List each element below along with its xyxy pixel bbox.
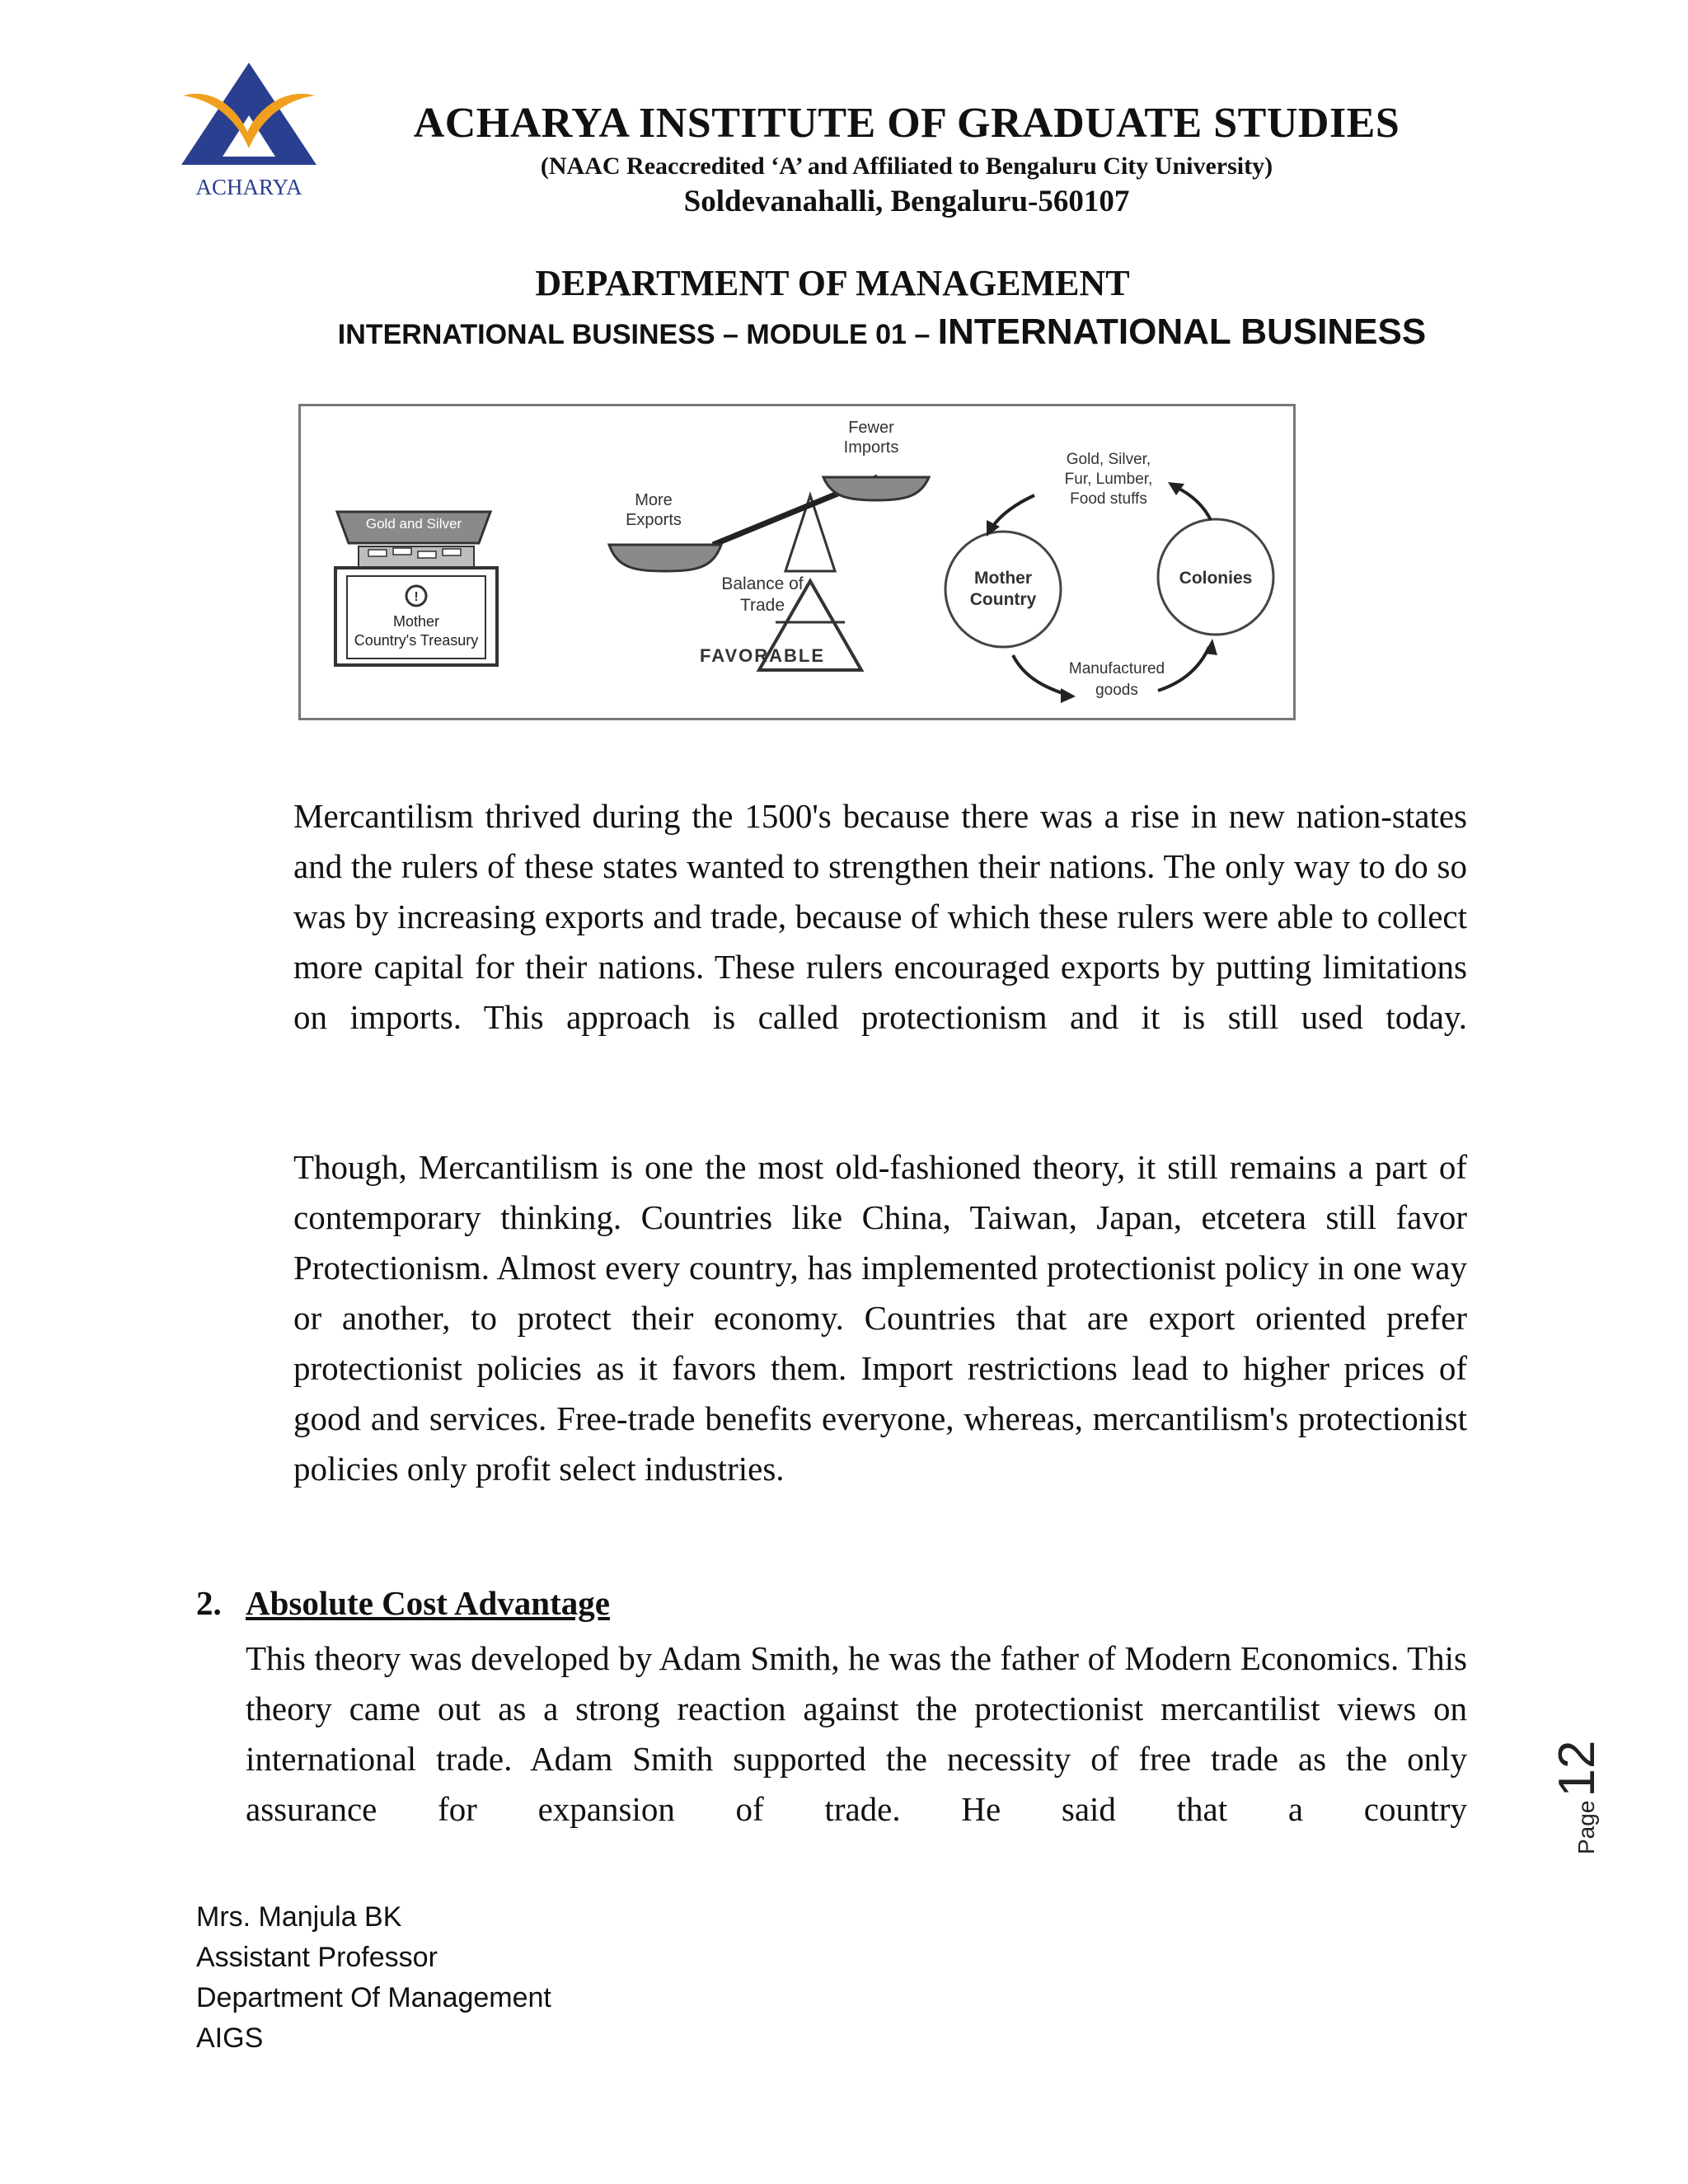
logo-icon	[175, 56, 323, 204]
cycle-top-line2: Fur, Lumber,	[1064, 471, 1153, 488]
paragraph-absolute-cost: This theory was developed by Adam Smith, he was the father of Modern Economics. This theory came out as a strong reaction against the protectionist mercantilist views on international trade. Adam Smith supported the necessity of free trade as the only assurance for expansion of trade. He said that a country	[246, 1639, 1467, 1828]
mercantilism-figure	[298, 404, 1296, 720]
cycle-bottom-line2: goods	[1095, 682, 1138, 699]
colonies-label: Colonies	[1179, 569, 1253, 588]
author-name: Mrs. Manjula BK	[196, 1901, 402, 1933]
author-role: Assistant Professor	[196, 1942, 438, 1973]
balance-label-line2: Trade	[739, 596, 785, 615]
cycle-top-line1: Gold, Silver,	[1066, 451, 1151, 468]
paragraph-mercantilism-today: Though, Mercantilism is one the most old-fashioned theory, it still remains a part of contemporary thinking. Countries like China, Taiwan, Japan, etcetera still favor Protectionism. Almost every country, has implemented protectionist policy in one way or another, to protect their economy. Countries that are export oriented prefer protectionist policies as it favors them. Import restrictions lead to higher prices of good and services. Free-trade benefits everyone, whereas, mercantilism's protectionist policies only profit select industries.	[293, 1148, 1467, 1488]
institute-address: Soldevanahalli, Bengaluru-560107	[683, 185, 1130, 218]
exports-label: Exports	[626, 511, 682, 529]
page-number	[1548, 1731, 1617, 1863]
balance-label-line1: Balance of	[721, 574, 804, 593]
accreditation-line: (NAAC Reaccredited ‘A’ and Affiliated to Bengaluru City University)	[540, 152, 1273, 180]
section-number: 2.	[196, 1584, 222, 1622]
more-label: More	[635, 491, 673, 509]
favorable-label: FAVORABLE	[699, 645, 826, 666]
chest-lid-label: Gold and Silver	[365, 516, 462, 532]
page-label: Page	[1573, 1800, 1599, 1854]
institute-name: ACHARYA INSTITUTE OF GRADUATE STUDIES	[413, 100, 1400, 147]
module-prefix: INTERNATIONAL BUSINESS – MODULE 01 –	[337, 319, 938, 350]
mercantilism-diagram	[301, 406, 1293, 718]
author-department: Department Of Management	[196, 1982, 551, 2013]
module-title	[264, 312, 1500, 353]
author-org: AIGS	[196, 2022, 264, 2054]
acharya-logo	[175, 56, 323, 204]
section-heading	[196, 1583, 610, 1623]
module-subject: INTERNATIONAL BUSINESS	[937, 312, 1427, 352]
paragraph-mercantilism-history: Mercantilism thrived during the 1500's because there was a rise in new nation-states and the rulers of these states wanted to strengthen their nations. The only way to do so was by increasing exports and trade, because of which these rulers were able to collect more capital for their nations. These rulers encouraged exports by putting limitations on imports. This approach is called protectionism and it is still used today.	[293, 797, 1467, 1036]
fewer-label: Fewer	[848, 419, 894, 437]
mother-country-line2: Country	[969, 590, 1037, 609]
footer-author	[196, 1897, 551, 2059]
cycle-bottom-line1: Manufactured	[1068, 660, 1165, 677]
chest-label-line1: Mother	[392, 613, 440, 630]
chest-label-line2: Country's Treasury	[354, 632, 479, 649]
page-number-value: 12	[1549, 1740, 1606, 1797]
department-title: DEPARTMENT OF MANAGEMENT	[535, 263, 1130, 303]
mother-country-line1: Mother	[974, 569, 1032, 588]
chest-symbol: !	[414, 590, 419, 604]
cycle-top-line3: Food stuffs	[1070, 490, 1147, 508]
imports-label: Imports	[843, 438, 899, 457]
section-title: Absolute Cost Advantage	[246, 1584, 610, 1622]
logo-text: ACHARYA	[195, 175, 302, 199]
